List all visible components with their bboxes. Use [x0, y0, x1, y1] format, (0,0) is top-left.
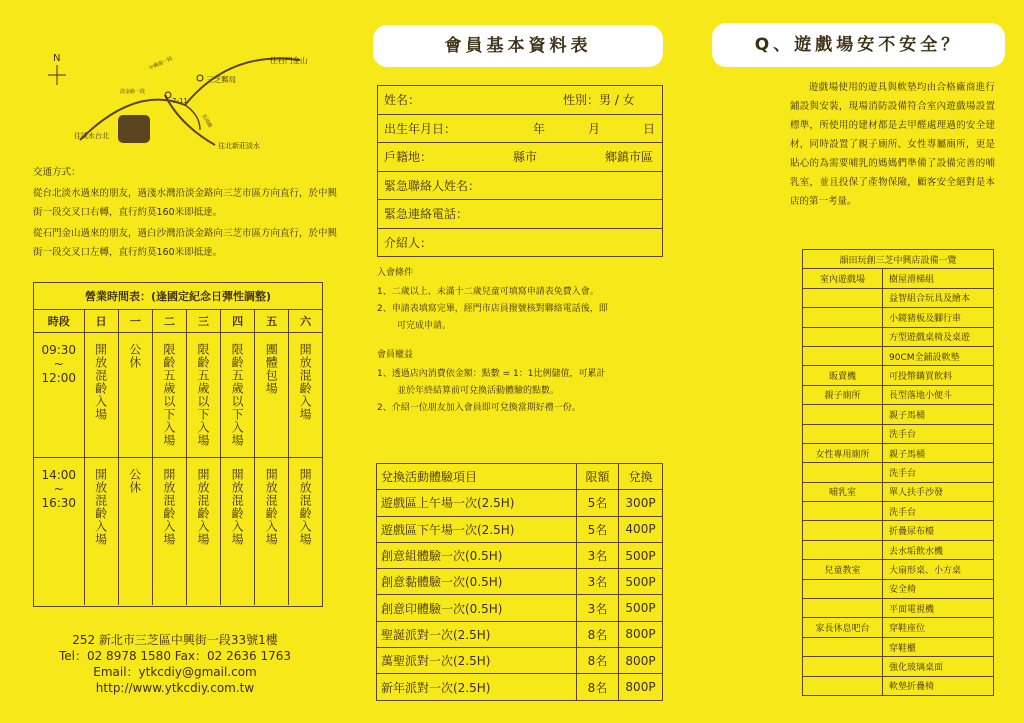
table-row [377, 621, 663, 647]
map-label-road1: 淡金路一段 [120, 89, 146, 95]
redeem-item: 創意黏體驗一次(0.5H) [377, 569, 577, 595]
member-form-banner: 會員基本資料表 [373, 25, 663, 67]
schedule-header: 一 [118, 310, 152, 332]
facility-item: 洗手台 [883, 463, 994, 482]
facility-item: 親子馬桶 [883, 443, 994, 462]
redeem-limit: 5名 [577, 516, 619, 542]
redeem-header: 兌換活動體驗項目 [377, 464, 577, 490]
table-row [803, 385, 994, 404]
table-row [803, 560, 994, 579]
schedule-cell [221, 457, 255, 605]
form-row-domicile[interactable] [378, 143, 662, 172]
facility-item: 折疊尿布檯 [883, 521, 994, 540]
transport-heading: 交通方式： [33, 167, 81, 178]
table-row [803, 269, 994, 288]
schedule-cell [118, 332, 152, 457]
transport-route-1: 從台北淡水過來的朋友，過淺水灣沿淡金路向三芝市區方向直行，於中興街一段交叉口右轉，直行約莫160米即抵達。 [33, 188, 338, 218]
facility-category: 女性專用廁所 [803, 443, 883, 462]
form-row-name[interactable] [378, 86, 662, 115]
facility-category [803, 579, 883, 598]
facility-item: 大扇形桌、小方桌 [883, 560, 994, 579]
facility-category [803, 676, 883, 695]
schedule-cell-text: 公休 [127, 467, 142, 494]
schedule-cell-text: 限齡五歲以下入場 [195, 342, 210, 447]
schedule-cell-text: 限齡五歲以下入場 [230, 342, 245, 447]
facility-category [803, 540, 883, 559]
form-row-referrer[interactable] [378, 229, 662, 258]
road-side [185, 105, 200, 130]
map-label-tamsui: 往淡水台北 [74, 132, 109, 140]
member-form [377, 85, 663, 257]
map-label-shimen: 往石門金山 [270, 56, 308, 65]
benefit-1: 1、透過店內消費依金額：點數 = 1：1比例儲值，可累計 [377, 369, 606, 379]
time-end: 12:00 [41, 370, 77, 385]
facility-category: 販賣機 [803, 366, 883, 385]
facility-category [803, 502, 883, 521]
redeem-header: 兌換 [619, 464, 663, 490]
facility-item: 強化玻璃桌面 [883, 657, 994, 676]
form-district: 鄉鎮市區 [605, 150, 654, 164]
map-label-road3: 北淡路 [200, 113, 213, 130]
membership-terms [377, 265, 667, 417]
schedule-time-afternoon [34, 457, 84, 605]
redeem-limit: 5名 [577, 490, 619, 516]
table-row [803, 521, 994, 540]
schedule-cell [289, 332, 322, 457]
form-gender: 性別：男 / 女 [563, 93, 635, 107]
facility-item: 單人扶手沙發 [883, 482, 994, 501]
safety-question-banner: Q、遊戲場安不安全？ [712, 23, 1005, 67]
facility-item: 洗手台 [883, 424, 994, 443]
table-row [803, 637, 994, 656]
schedule-header: 二 [152, 310, 186, 332]
redeem-item: 聖誕派對一次(2.5H) [377, 621, 577, 647]
join-condition-2: 2、申請表填寫完畢，經門市店員撥號核對聯絡電話後，即 [377, 304, 608, 314]
table-row [803, 579, 994, 598]
table-row [803, 288, 994, 307]
facility-item: 軟墊折疊椅 [883, 676, 994, 695]
schedule-cell [255, 457, 289, 605]
schedule-time-morning [34, 332, 84, 457]
location-map [40, 45, 330, 160]
schedule-cell [84, 457, 118, 605]
facility-category [803, 599, 883, 618]
form-year: 年 [533, 121, 546, 136]
schedule-header: 四 [221, 310, 255, 332]
table-row [803, 540, 994, 559]
join-heading: 入會條件 [377, 268, 414, 278]
north-label: N [53, 53, 61, 64]
map-label-711: 7-11 [172, 97, 188, 105]
facility-category [803, 327, 883, 346]
form-label: 出生年月日： [384, 121, 457, 136]
facility-category [803, 521, 883, 540]
schedule-cell [221, 332, 255, 457]
facility-category [803, 463, 883, 482]
facility-item: 親子馬桶 [883, 405, 994, 424]
schedule-header: 三 [186, 310, 220, 332]
table-row [803, 599, 994, 618]
table-row [803, 424, 994, 443]
schedule-cell-text: 開放混齡入場 [195, 467, 210, 546]
transport-route-2: 從石門金山過來的朋友，過白沙灣沿淡金路向三芝市區方向直行，於中興街一段交叉口左轉，直行約莫160米即抵達。 [33, 228, 338, 258]
redeem-limit: 3名 [577, 595, 619, 621]
facility-category: 親子廁所 [803, 385, 883, 404]
facility-item: 平面電視機 [883, 599, 994, 618]
schedule-cell-text: 開放混齡入場 [298, 342, 313, 421]
schedule-cell-text: 開放混齡入場 [230, 467, 245, 546]
redeem-points: 500P [619, 542, 663, 568]
schedule-cell-text: 開放混齡入場 [264, 467, 279, 546]
time-sep: ~ [53, 481, 64, 496]
schedule-header: 日 [84, 310, 118, 332]
facility-item: 去水垢飲水機 [883, 540, 994, 559]
facility-table [802, 249, 994, 696]
table-row [803, 657, 994, 676]
redeem-points: 800P [619, 648, 663, 674]
redeem-item: 遊戲區下午場一次(2.5H) [377, 516, 577, 542]
schedule-cell [186, 457, 220, 605]
email-line[interactable]: Email：ytkcdiy@gmail.com [93, 665, 257, 679]
schedule-cell [152, 332, 186, 457]
facility-item: 洗手台 [883, 502, 994, 521]
time-start: 14:00 [41, 467, 77, 482]
facility-category [803, 405, 883, 424]
table-row [803, 482, 994, 501]
schedule-cell-text: 團體包場 [264, 342, 279, 395]
table-row [803, 308, 994, 327]
address-line: 252 新北市三芝區中興街一段33號1樓 [72, 633, 278, 647]
schedule-cell [186, 332, 220, 457]
redeem-points: 400P [619, 516, 663, 542]
table-row [803, 443, 994, 462]
schedule-table [33, 282, 323, 607]
redeem-header-row [377, 464, 663, 490]
facility-category [803, 657, 883, 676]
schedule-header: 五 [255, 310, 289, 332]
redeem-points: 800P [619, 621, 663, 647]
facility-category: 兒童教室 [803, 560, 883, 579]
table-row [803, 366, 994, 385]
time-end: 16:30 [41, 495, 77, 510]
redeem-item: 創意印體驗一次(0.5H) [377, 595, 577, 621]
table-row [803, 463, 994, 482]
join-condition-2b: 可完成申請。 [397, 321, 452, 331]
facility-title: 韻田玩創三芝中興店設備一覽 [803, 250, 994, 269]
schedule-header: 時段 [34, 310, 84, 332]
form-label: 緊急聯絡人姓名： [384, 178, 481, 193]
map-label-beixin: 往北新莊淡水 [218, 142, 260, 150]
post-office-marker [197, 75, 203, 81]
redeem-limit: 3名 [577, 542, 619, 568]
facility-item: 穿鞋櫃 [883, 637, 994, 656]
form-label: 介紹人： [384, 235, 433, 250]
time-sep: ~ [53, 356, 64, 371]
schedule-cell-text: 公休 [127, 342, 142, 369]
redeem-item: 遊戲區上午場一次(2.5H) [377, 490, 577, 516]
facility-item: 方型遊戲桌椅及桌遊 [883, 327, 994, 346]
phone-fax-line: Tel：02 8978 1580 Fax：02 2636 1763 [58, 649, 292, 663]
schedule-cell [84, 332, 118, 457]
facility-item: 小鏡豬板及腳行車 [883, 308, 994, 327]
table-row [803, 327, 994, 346]
benefit-heading: 會員權益 [377, 350, 414, 360]
join-condition-1: 1、二歲以上、未滿十二歲兒童可填寫申請表免費入會。 [377, 287, 599, 297]
schedule-cell-text: 開放混齡入場 [93, 342, 108, 421]
redeem-limit: 8名 [577, 648, 619, 674]
facility-item: 90CM全鋪設軟墊 [883, 346, 994, 365]
schedule-cell [255, 332, 289, 457]
benefit-1b: 並於年終結算前可兌換活動體驗的點數。 [397, 386, 560, 396]
redeem-points: 300P [619, 490, 663, 516]
redeem-points: 500P [619, 569, 663, 595]
facility-item: 樹屋滑梯組 [883, 269, 994, 288]
benefit-2: 2、介紹一位朋友加入會員即可兌換當期好禮一份。 [377, 403, 581, 413]
schedule-cell-text: 開放混齡入場 [298, 467, 313, 546]
safety-text: 遊戲場使用的遊具與軟墊均由合格廠商進行鋪設與安裝，現場消防設備符合室內遊戲場設置標準，所使用的建材都是去甲醛處理過的安全建材，同時設置了親子廁所、女性專屬廁所，更是貼心的為需要哺乳的媽媽們準備了設備完善的哺乳室，並且投保了產物保險，顧客安全絕對是本店的第一考量。 [790, 82, 995, 207]
form-day: 日 [643, 121, 656, 136]
form-label: 姓名： [384, 93, 421, 107]
redeem-limit: 8名 [577, 621, 619, 647]
store-logo-icon [118, 115, 150, 143]
map-label-road2: 中興街一段 [148, 55, 174, 72]
form-county: 縣市 [513, 150, 538, 164]
facility-item: 長型落地小便斗 [883, 385, 994, 404]
schedule-cell-text: 開放混齡入場 [93, 467, 108, 546]
redeem-limit: 8名 [577, 674, 619, 700]
redeem-limit: 3名 [577, 569, 619, 595]
facility-category [803, 308, 883, 327]
table-row [377, 542, 663, 568]
facility-category [803, 424, 883, 443]
redeem-table [376, 463, 663, 701]
schedule-cell-text: 限齡五歲以下入場 [161, 342, 176, 447]
facility-category [803, 288, 883, 307]
redeem-item: 新年派對一次(2.5H) [377, 674, 577, 700]
facility-category: 家長休息吧台 [803, 618, 883, 637]
schedule-header: 六 [289, 310, 322, 332]
form-row-emergency-name[interactable] [378, 172, 662, 201]
facility-item: 安全椅 [883, 579, 994, 598]
contact-info [40, 632, 310, 696]
map-label-post: 三芝郵局 [206, 75, 236, 84]
schedule-cell [289, 457, 322, 605]
facility-item: 益智組合玩具及繪本 [883, 288, 994, 307]
redeem-item: 創意組體驗一次(0.5H) [377, 542, 577, 568]
redeem-header: 限額 [577, 464, 619, 490]
facility-category: 室內遊戲場 [803, 269, 883, 288]
table-row [377, 569, 663, 595]
schedule-cell-text: 開放混齡入場 [161, 467, 176, 546]
facility-item: 可投幣購買飲料 [883, 366, 994, 385]
redeem-item: 萬聖派對一次(2.5H) [377, 648, 577, 674]
time-start: 09:30 [41, 342, 77, 357]
facility-category [803, 346, 883, 365]
table-row [803, 676, 994, 695]
form-row-emergency-phone[interactable] [378, 200, 662, 229]
table-row [803, 618, 994, 637]
table-row [377, 490, 663, 516]
facility-category: 哺乳室 [803, 482, 883, 501]
table-row [377, 516, 663, 542]
form-row-birthday[interactable] [378, 115, 662, 144]
facility-category [803, 637, 883, 656]
schedule-cell [118, 457, 152, 605]
schedule-cell [152, 457, 186, 605]
schedule-title: 營業時間表：(逢國定紀念日彈性調整) [34, 283, 322, 310]
website-line[interactable]: http://www.ytkcdiy.com.tw [95, 681, 255, 695]
table-row [377, 595, 663, 621]
table-row [803, 346, 994, 365]
form-label: 緊急連絡電話： [384, 207, 469, 221]
form-label: 戶籍地： [384, 150, 433, 164]
redeem-points: 500P [619, 595, 663, 621]
transport-info [33, 163, 338, 264]
table-row [377, 674, 663, 700]
facility-item: 穿鞋座位 [883, 618, 994, 637]
table-row [803, 405, 994, 424]
form-month: 月 [588, 121, 601, 136]
table-row [803, 502, 994, 521]
redeem-points: 800P [619, 674, 663, 700]
table-row [377, 648, 663, 674]
